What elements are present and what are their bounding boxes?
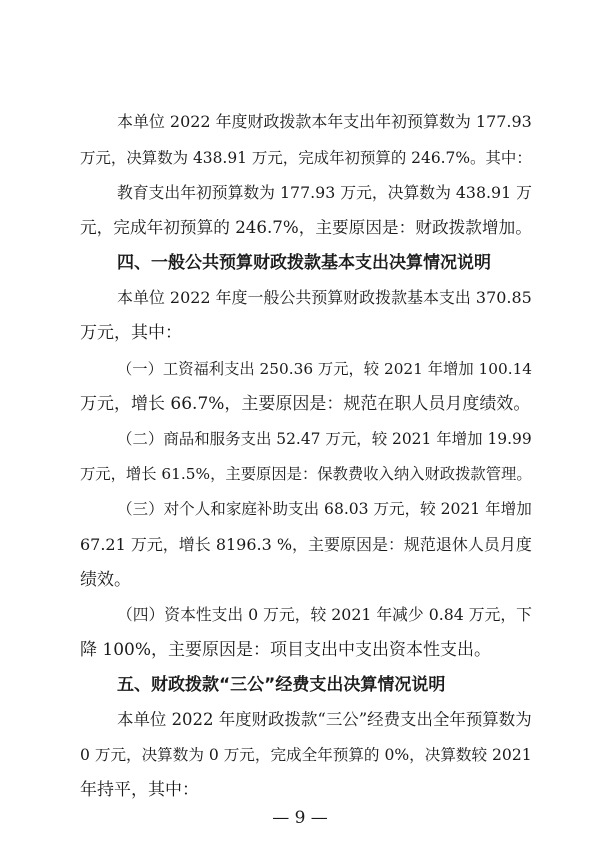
text-line: 年持平，其中： [80, 780, 199, 800]
text-line: 万元，增长 61.5%，主要原因是：保教费收入纳入财政拨款管理。 [80, 465, 532, 483]
text-line: 万元，增长 66.7%，主要原因是：规范在职人员月度绩效。 [80, 394, 531, 414]
text-line: 67.21 万元，增长 8196.3 %，主要原因是：规范退休人员月度 [80, 535, 532, 554]
text-line: （一）工资福利支出 250.36 万元，较 2021 年增加 100.14 [117, 360, 533, 378]
text-line: 本单位 2022 年度一般公共预算财政拨款基本支出 370.85 [117, 288, 532, 307]
text-line: （三）对个人和家庭补助支出 68.03 万元，较 2021 年增加 [117, 500, 532, 518]
text-line: 降 100%，主要原因是：项目支出中支出资本性支出。 [80, 640, 492, 660]
text-line: 万元，其中： [80, 323, 182, 343]
text-line: 教育支出年初预算数为 177.93 万元，决算数为 438.91 万 [117, 183, 532, 202]
text-line: （二）商品和服务支出 52.47 万元，较 2021 年增加 19.99 [117, 430, 532, 448]
section-heading: 五、财政拨款“三公”经费支出决算情况说明 [117, 675, 446, 695]
text-line: 万元，决算数为 438.91 万元，完成年初预算的 246.7%。其中： [80, 149, 532, 167]
page-number: — 9 — [272, 808, 328, 828]
text-line: 本单位 2022 年度财政拨款本年支出年初预算数为 177.93 [117, 112, 532, 131]
text-line: 0 万元，决算数为 0 万元，完成全年预算的 0%，决算数较 2021 [80, 746, 532, 764]
text-line: 绩效。 [80, 570, 131, 590]
text-line: （四）资本性支出 0 万元，较 2021 年减少 0.84 万元，下 [117, 605, 532, 624]
section-heading: 四、一般公共预算财政拨款基本支出决算情况说明 [117, 253, 491, 273]
text-line: 元，完成年初预算的 246.7%，主要原因是：财政拨款增加。 [80, 218, 532, 237]
text-line: 本单位 2022 年度财政拨款“三公”经费支出全年预算数为 [117, 710, 532, 729]
